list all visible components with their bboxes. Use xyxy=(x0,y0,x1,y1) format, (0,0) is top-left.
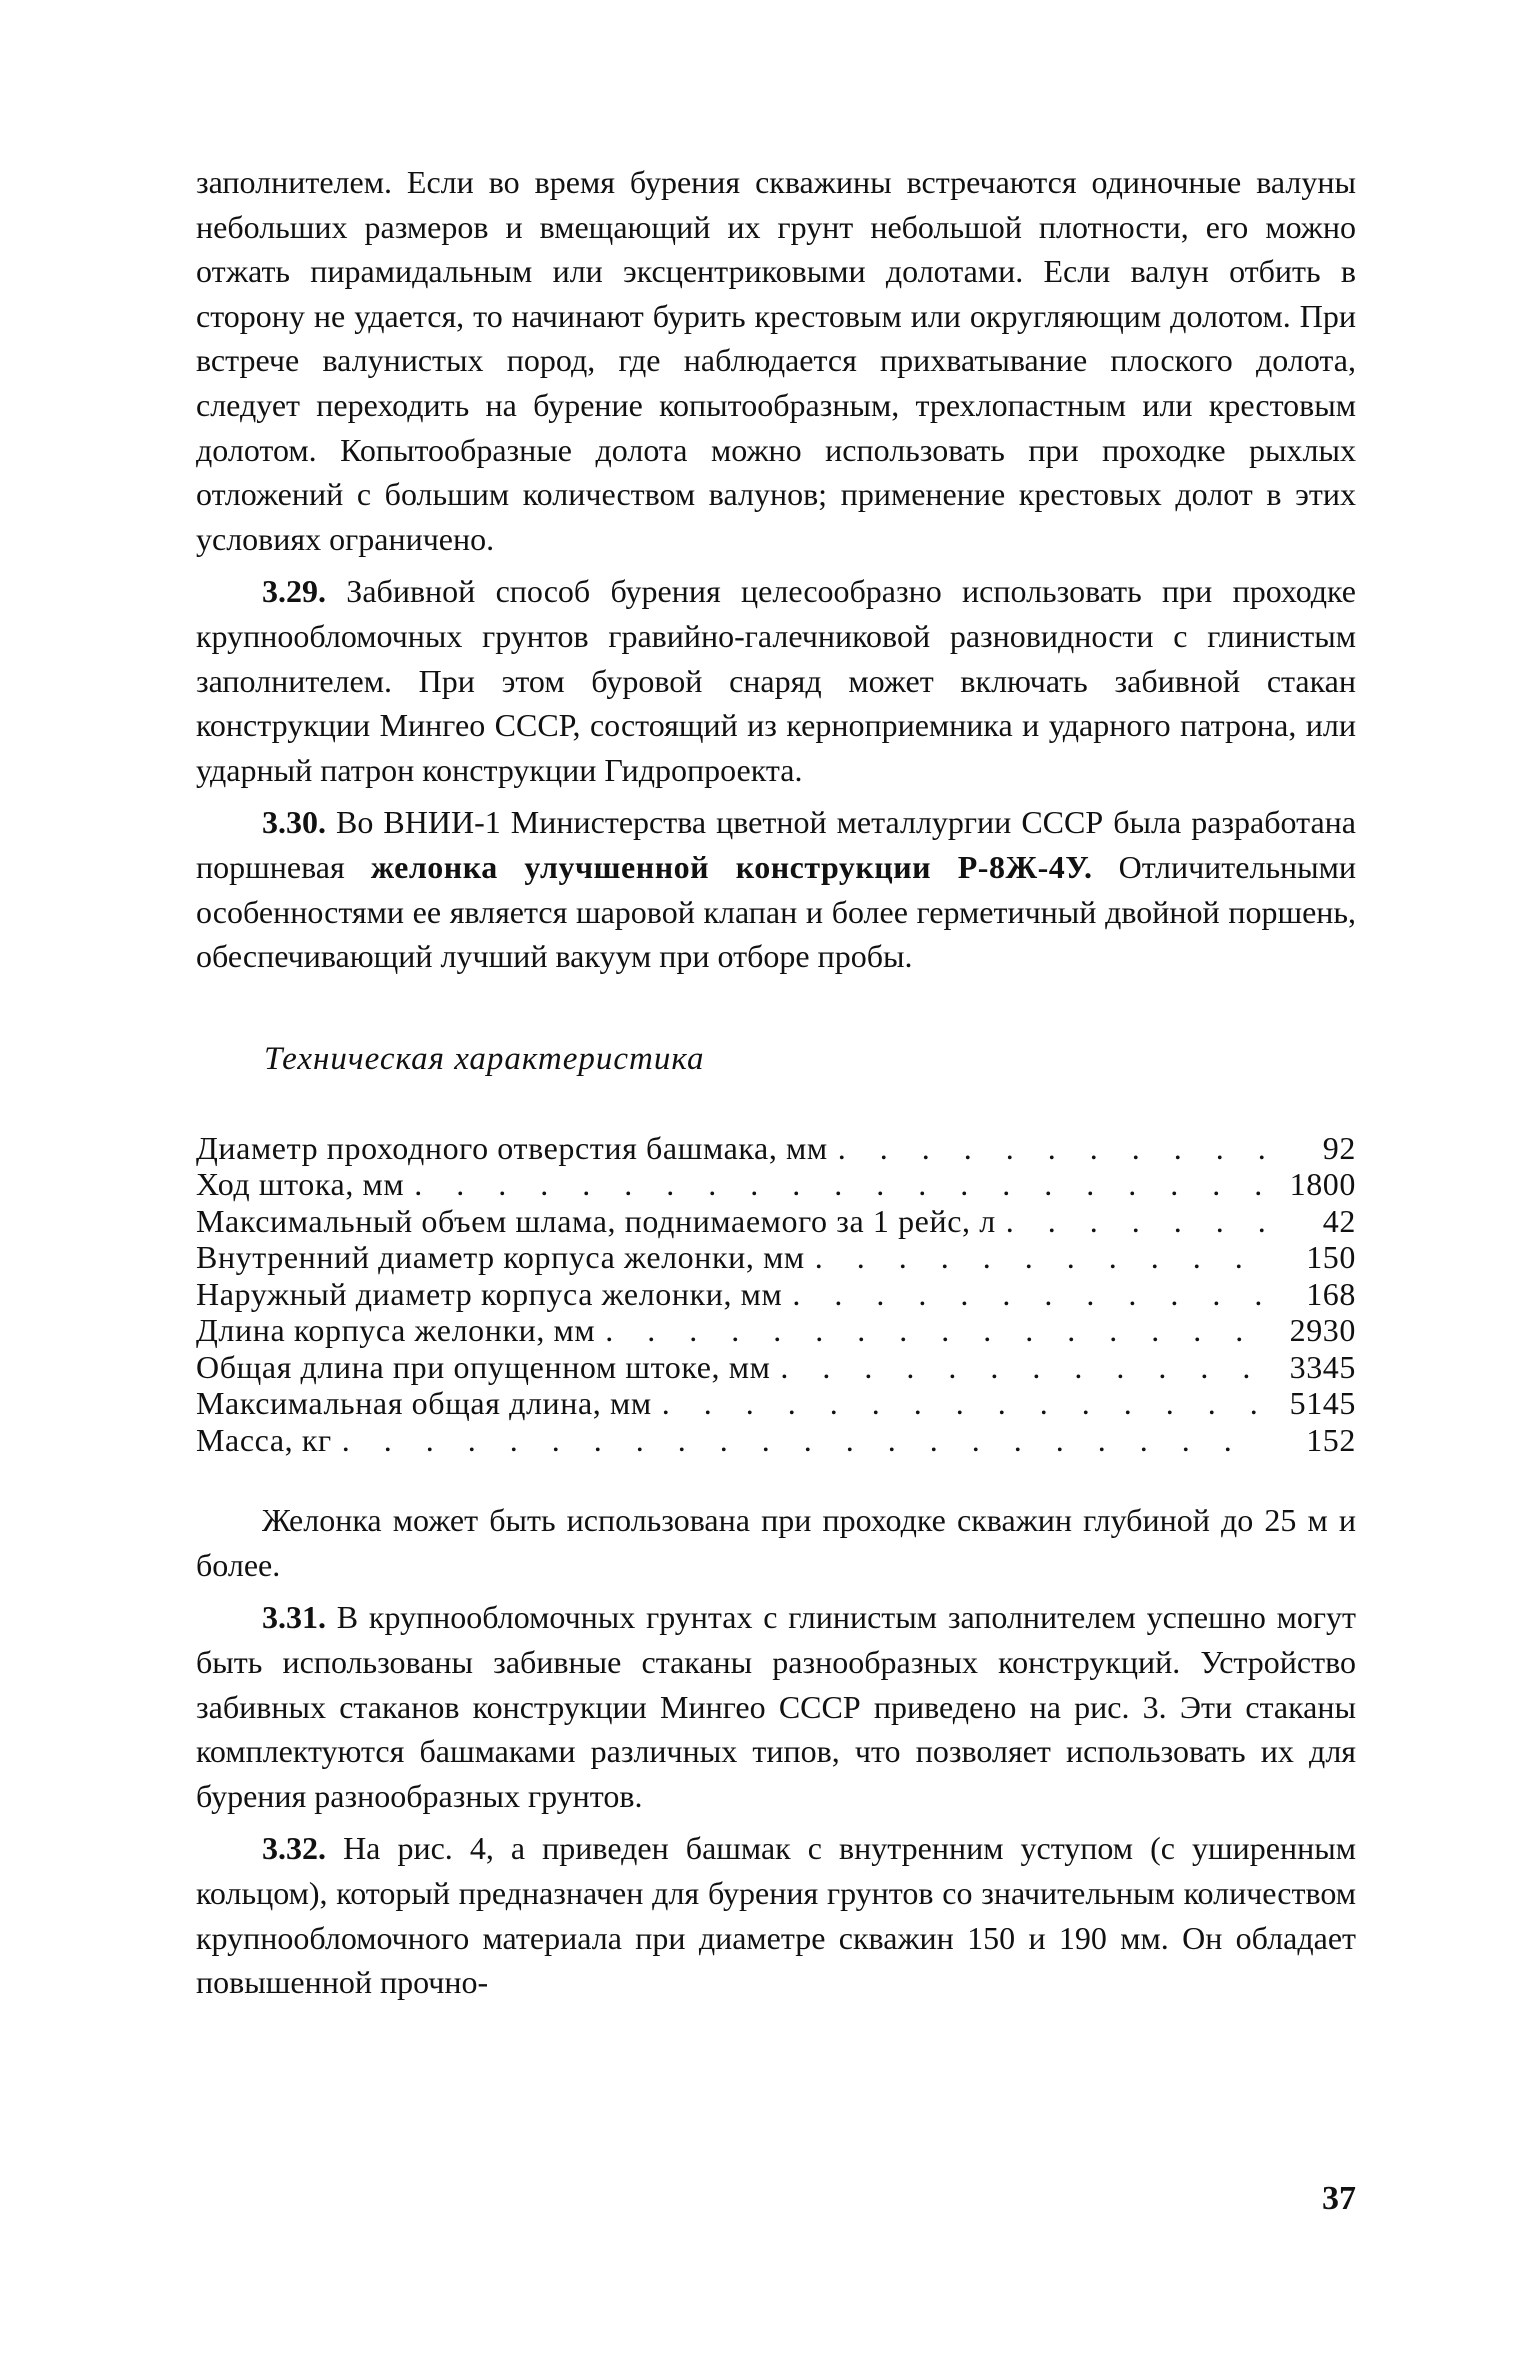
dot-leader xyxy=(1006,1203,1264,1240)
spec-label: Масса, кг xyxy=(196,1421,332,1458)
paragraph-intro: заполнителем. Если во время бурения скважины встречаются одиночные валуны небольших размеров и вмещающий их грунт небольшой плотности, его можно отжать пирамидальным или эксцентриковыми долотами. Если валун отбить в сторону не удается, то начинают бурить крестовым или округляющим долотом. При встрече валунистых пород, где наблюдается прихватывание плоского долота, следует переходить на бурение копытообразным, трехлопастным или крестовым долотом. Копытообразные долота можно использовать при проходке рыхлых отложений с большим количеством валунов; применение крестовых долот в этих условиях ограничено. xyxy=(196,164,1356,557)
spec-label: Длина корпуса желонки, мм xyxy=(196,1312,596,1349)
spec-label: Максимальная общая длина, мм xyxy=(196,1385,652,1422)
spec-row xyxy=(196,1349,1356,1386)
spec-row xyxy=(196,1130,1356,1167)
dot-leader xyxy=(838,1130,1264,1167)
spec-value: 2930 xyxy=(1289,1312,1356,1349)
section-number-3-31: 3.31. xyxy=(262,1599,326,1636)
spec-value: 152 xyxy=(1306,1421,1356,1458)
paragraph-3-32 xyxy=(196,1826,1356,2004)
bailer-name: желонка улучшенной конструкции Р-8Ж-4У. xyxy=(370,848,1093,885)
spec-row xyxy=(196,1422,1356,1459)
spec-row xyxy=(196,1203,1356,1240)
paragraph-3-29 xyxy=(196,569,1356,792)
spec-row xyxy=(196,1312,1356,1349)
section-number-3-30: 3.30. xyxy=(262,804,326,841)
spec-value: 42 xyxy=(1322,1202,1356,1239)
spec-row xyxy=(196,1276,1356,1313)
spec-label: Общая длина при опущенном штоке, мм xyxy=(196,1348,771,1385)
dot-leader xyxy=(662,1385,1264,1422)
section-text-3-29: Забивной способ бурения целесообразно использовать при проходке крупнообломочных грунтов гравийно-галечниковой разновидности с глинистым заполнителем. При этом буровой снаряд может включать забивной стакан конструкции Мингео СССР, состоящий из керноприемника и ударного патрона, или ударный патрон конструкции Гидропроекта. xyxy=(196,573,1357,788)
spec-label: Максимальный объем шлама, поднимаемого за 1 рейс, л xyxy=(196,1202,996,1239)
page-body xyxy=(196,160,1356,2005)
section-text-3-31: В крупнообломочных грунтах с глинистым заполнителем успешно могут быть использованы забивные стаканы разнообразных конструкций. Устройство забивных стаканов конструкции Мингео СССР приведено на рис. 3. Эти стаканы комплектуются башмаками различных типов, что позволяет использовать их для бурения разнообразных грунтов. xyxy=(196,1599,1357,1814)
section-text-3-30-b: Отличительными особенностями ее является шаровой клапан и более герметичный двойной поршень, обеспечивающий лучший вакуум при отборе пробы. xyxy=(196,848,1357,975)
spec-value: 5145 xyxy=(1289,1385,1356,1422)
paragraph-3-31 xyxy=(196,1595,1356,1818)
page-number: 37 xyxy=(1322,2180,1356,2217)
dot-leader xyxy=(815,1239,1264,1276)
spec-row xyxy=(196,1166,1356,1203)
spec-heading: Техническая характеристика xyxy=(264,1040,705,1077)
dot-leader xyxy=(792,1276,1264,1313)
section-text-3-32: На рис. 4, а приведен башмак с внутренним уступом (с уширенным кольцом), который предназначен для бурения грунтов со значительным количеством крупнообломочного материала при диаметре скважин 150 и 190 мм. Он обладает повышенной прочно- xyxy=(196,1830,1356,2001)
section-text-3-30-a: Во ВНИИ-1 Министерства цветной металлургии СССР была разработана поршневая xyxy=(196,804,1357,885)
spec-label: Ход штока, мм xyxy=(196,1166,405,1203)
spec-label: Внутренний диаметр корпуса желонки, мм xyxy=(196,1239,805,1276)
spec-value: 3345 xyxy=(1289,1348,1356,1385)
paragraph-3-30 xyxy=(196,800,1356,978)
spec-value: 150 xyxy=(1306,1239,1356,1276)
spec-row xyxy=(196,1239,1356,1276)
dot-leader xyxy=(605,1312,1264,1349)
spec-table xyxy=(196,1130,1356,1459)
paragraph-after-specs: Желонка может быть использована при проходке скважин глубиной до 25 м и более. xyxy=(196,1502,1356,1583)
spec-value: 1800 xyxy=(1289,1166,1356,1203)
spec-label: Диаметр проходного отверстия башмака, мм xyxy=(196,1129,828,1166)
dot-leader xyxy=(414,1166,1264,1203)
spec-row xyxy=(196,1385,1356,1422)
dot-leader xyxy=(342,1422,1264,1459)
section-number-3-29: 3.29. xyxy=(262,573,326,610)
spec-label: Наружный диаметр корпуса желонки, мм xyxy=(196,1275,783,1312)
section-number-3-32: 3.32. xyxy=(262,1830,326,1867)
spec-value: 168 xyxy=(1306,1275,1356,1312)
dot-leader xyxy=(780,1349,1264,1386)
spec-value: 92 xyxy=(1322,1129,1356,1166)
